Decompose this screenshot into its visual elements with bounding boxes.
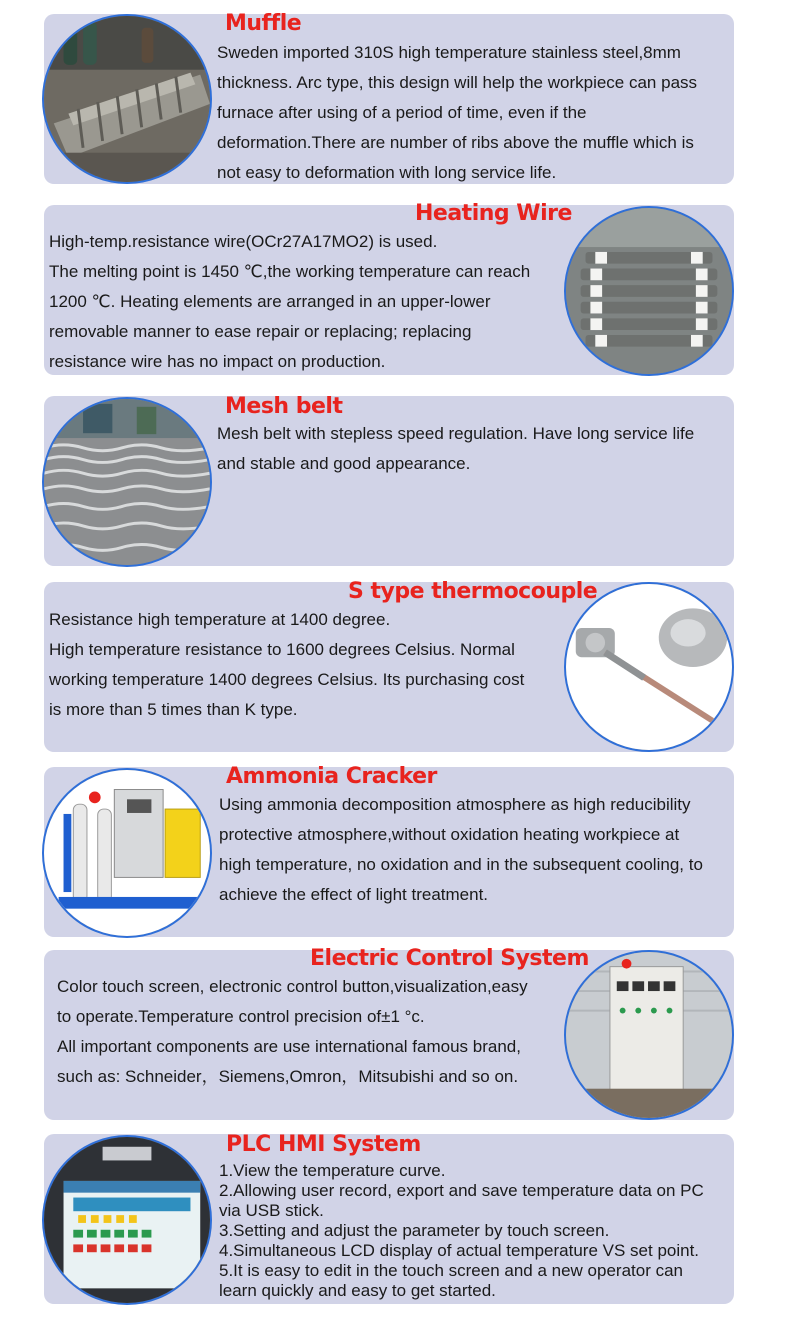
text-line: 1.View the temperature curve. xyxy=(219,1161,446,1180)
text-line: learn quickly and easy to get started. xyxy=(219,1281,496,1300)
section-title-muffle: Muffle xyxy=(225,11,302,36)
text-line: thickness. Arc type, this design will help the workpiece can pass xyxy=(217,73,698,92)
text-line: via USB stick. xyxy=(219,1201,324,1220)
section-text-heating-wire xyxy=(49,227,564,377)
text-line: achieve the effect of light treatment. xyxy=(219,885,489,904)
text-line: 1200 ℃. Heating elements are arranged in an upper-lower xyxy=(49,292,491,311)
text-line: to operate.Temperature control precision of±1 °c. xyxy=(57,1007,425,1026)
text-line: removable manner to ease repair or replacing; replacing xyxy=(49,322,472,341)
section-text-plc-hmi xyxy=(219,1161,734,1301)
text-line: protective atmosphere,without oxidation heating workpiece at xyxy=(219,825,680,844)
section-title-thermocouple: S type thermocouple xyxy=(348,579,598,604)
text-line: High temperature resistance to 1600 degrees Celsius. Normal xyxy=(49,640,515,659)
section-title-plc-hmi: PLC HMI System xyxy=(226,1132,421,1157)
section-title-electric-control: Electric Control System xyxy=(310,946,589,971)
ammonia-cracker-photo-icon xyxy=(42,768,212,938)
text-line: High-temp.resistance wire(OCr27A17MO2) is used. xyxy=(49,232,438,251)
text-line: high temperature, no oxidation and in the subsequent cooling, to xyxy=(219,855,703,874)
text-line: resistance wire has no impact on production. xyxy=(49,352,386,371)
text-line: and stable and good appearance. xyxy=(217,454,471,473)
section-title-heating-wire: Heating Wire xyxy=(415,201,572,226)
thermocouple-photo-icon xyxy=(564,582,734,752)
section-text-muffle xyxy=(217,38,732,188)
control-cabinet-photo-icon xyxy=(564,950,734,1120)
text-line: not easy to deformation with long service life. xyxy=(217,163,557,182)
section-text-electric-control xyxy=(57,972,564,1092)
section-title-mesh-belt: Mesh belt xyxy=(225,394,343,419)
text-line: is more than 5 times than K type. xyxy=(49,700,298,719)
text-line: Resistance high temperature at 1400 degree. xyxy=(49,610,391,629)
hmi-screen-photo-icon xyxy=(42,1135,212,1305)
text-line: Mesh belt with stepless speed regulation. Have long service life xyxy=(217,424,695,443)
muffle-photo-icon xyxy=(42,14,212,184)
text-line: The melting point is 1450 ℃,the working temperature can reach xyxy=(49,262,531,281)
text-line: such as: Schneider，Siemens,Omron，Mitsubishi and so on. xyxy=(57,1067,519,1086)
text-line: working temperature 1400 degrees Celsius. Its purchasing cost xyxy=(49,670,525,689)
section-text-ammonia-cracker xyxy=(219,790,734,910)
text-line: 3.Setting and adjust the parameter by touch screen. xyxy=(219,1221,610,1240)
text-line: 5.It is easy to edit in the touch screen and a new operator can xyxy=(219,1261,684,1280)
section-text-thermocouple xyxy=(49,605,564,725)
section-title-ammonia-cracker: Ammonia Cracker xyxy=(226,764,437,789)
text-line: 4.Simultaneous LCD display of actual temperature VS set point. xyxy=(219,1241,700,1260)
text-line: furnace after using of a period of time, even if the xyxy=(217,103,587,122)
text-line: All important components are use international famous brand, xyxy=(57,1037,521,1056)
mesh-belt-photo-icon xyxy=(42,397,212,567)
text-line: deformation.There are number of ribs above the muffle which is xyxy=(217,133,694,152)
text-line: 2.Allowing user record, export and save temperature data on PC xyxy=(219,1181,704,1200)
text-line: Color touch screen, electronic control button,visualization,easy xyxy=(57,977,528,996)
text-line: Using ammonia decomposition atmosphere as high reducibility xyxy=(219,795,691,814)
heating-wire-photo-icon xyxy=(564,206,734,376)
section-text-mesh-belt xyxy=(217,419,732,479)
text-line: Sweden imported 310S high temperature stainless steel,8mm xyxy=(217,43,681,62)
